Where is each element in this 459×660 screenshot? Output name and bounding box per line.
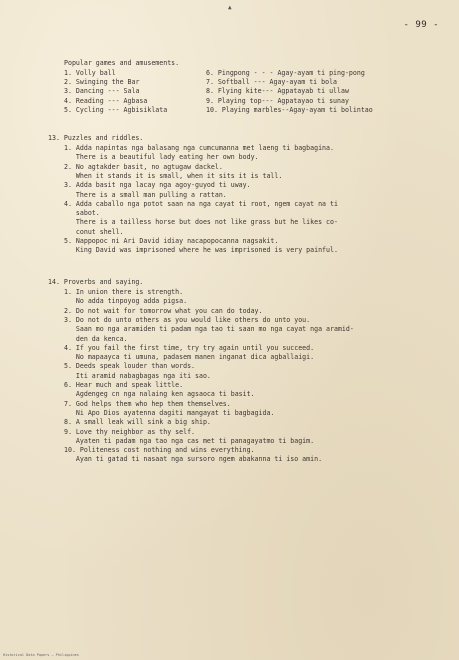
game-item: 2. Swinging the Bar bbox=[64, 78, 140, 87]
proverb-line: 10. Politeness cost nothing and wins everything. bbox=[64, 446, 255, 455]
proverb-line: Ayaten ti padam nga tao nga cas met ti panagayatmo ti bagim. bbox=[64, 436, 315, 445]
proverb-line: 1. In union there is strength. bbox=[64, 288, 184, 296]
riddle-line: There is a small man pulling a rattan. bbox=[64, 190, 227, 199]
proverb-line: No adda tinpoyog adda pigsa. bbox=[64, 297, 188, 306]
proverb-line: 6. Hear much and speak little. bbox=[64, 381, 184, 389]
riddle-line: sabot. bbox=[64, 209, 100, 218]
section-14-heading: 14. Proverbs and saying. bbox=[48, 278, 144, 286]
proverb-line: 4. If you fail the first time, try try again until you succeed. bbox=[64, 343, 315, 352]
riddle-line: King David was imprisoned where he was imprisoned is very painful. bbox=[64, 246, 338, 255]
archive-footer: Historical Data Papers — Philippines bbox=[3, 653, 79, 657]
proverb-line: 8. A small leak will sink a big ship. bbox=[64, 418, 211, 427]
proverb-line: 2. Do not wait for tomorrow what you can do today. bbox=[64, 306, 263, 315]
proverb-line: Ayan ti gatad ti nasaat nga sursoro ngem abakanna ti iso amin. bbox=[64, 455, 323, 464]
riddle-line: conut shell. bbox=[64, 227, 124, 236]
proverb-line: Ni Apo Dios ayatenna dagiti mangayat ti bagbagida. bbox=[64, 408, 275, 417]
game-item: 3. Dancing --- Sala bbox=[64, 87, 140, 96]
top-mark: ▲ bbox=[228, 4, 232, 11]
game-item: 8. Flying kite--- Agpatayab ti ullaw bbox=[206, 87, 349, 96]
riddle-line: 4. Adda caballo nga potot saan na nga cayat ti root, ngem cayat na ti bbox=[64, 199, 338, 208]
page-number: - 99 - bbox=[403, 20, 439, 30]
riddle-line: 5. Nappopoc ni Ari David idiay nacapopocanna nagsakit. bbox=[64, 237, 279, 245]
proverb-line: Iti aramid nabagbagas nga iti sao. bbox=[64, 371, 211, 380]
game-item: 9. Playing top--- Agpatayao ti sunay bbox=[206, 96, 349, 105]
proverb-line: 7. God helps them who hep them themselves. bbox=[64, 399, 231, 408]
proverb-line: 9. Love thy neighbor as thy self. bbox=[64, 427, 196, 436]
section-12-heading: Popular games and amusements. bbox=[64, 59, 180, 67]
game-item: 4. Reading --- Agbasa bbox=[64, 96, 148, 105]
proverb-line: 3. Do not do unto others as you would like others do unto you. bbox=[64, 315, 311, 324]
proverb-line: Agdengeg cn nga nalaing ken agsaoca ti basit. bbox=[64, 390, 255, 399]
game-item: 1. Volly ball bbox=[64, 69, 116, 77]
riddle-line: When it stands it is small, when it sits it is tall. bbox=[64, 171, 283, 180]
game-item: 7. Softball --- Agay-ayam ti bola bbox=[206, 78, 338, 87]
riddle-line: There is a tailless horse but does not like grass but he likes co- bbox=[64, 218, 338, 227]
game-item: 5. Cycling --- Agbisiklata bbox=[64, 105, 168, 114]
proverb-line: No mapaayca ti umuna, padasem manen inganat dica agballaigi. bbox=[64, 353, 315, 362]
game-item: 6. Pingpong - - - Agay-ayam ti ping-pong bbox=[206, 69, 365, 77]
riddle-line: There is a beautiful lady eating her own body. bbox=[64, 153, 259, 162]
riddle-line: 1. Adda napintas nga balasang nga cumcumanna met laeng ti bagbagina. bbox=[64, 144, 334, 152]
riddle-line: 3. Adda basit nga lacay nga agoy-guyod ti uway. bbox=[64, 181, 251, 190]
section-13-heading: 13. Puzzles and riddles. bbox=[48, 134, 144, 142]
proverb-line: Saan mo nga aramiden ti padam nga tao ti saan mo nga cayat nga aramid- bbox=[64, 325, 354, 334]
proverb-line: 5. Deeds speak louder than words. bbox=[64, 362, 196, 371]
game-item: 10. Playing marbles--Agay-ayam ti bolintao bbox=[206, 105, 373, 114]
riddle-line: 2. No agtakder basit, no agtugaw dackel. bbox=[64, 162, 223, 171]
proverb-line: den da kenca. bbox=[64, 334, 128, 343]
